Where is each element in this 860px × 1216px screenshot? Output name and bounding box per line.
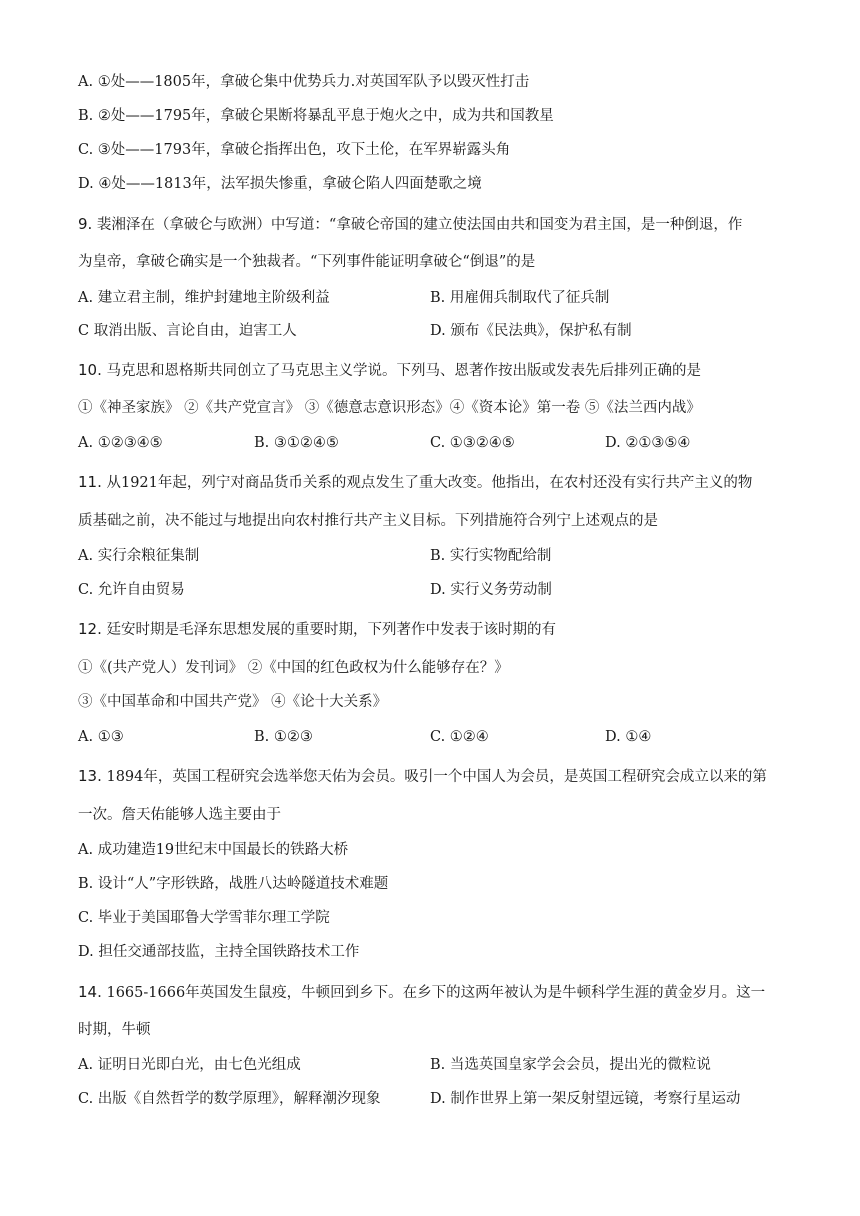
q12-items-line2: ③《中国革命和中国共产党》 ④《论十大关系》: [78, 694, 388, 710]
q11-option-b: B. 实行实物配给制: [430, 548, 552, 564]
q11-stem-line2: 质基础之前，决不能过与地提出向农村推行共产主义目标。下列措施符合列宁上述观点的是: [78, 513, 658, 529]
q12-option-a: A. ①③: [78, 729, 124, 745]
q12-items-line1: ①《(共产党人）发刊词》 ②《中国的红色政权为什么能够存在？》: [78, 660, 509, 676]
q14-option-c: C. 出版《自然哲学的数学原理》，解释潮汐现象: [78, 1091, 381, 1107]
q10-items: ①《神圣家族》 ②《共产党宣言》 ③《德意志意识形态》④《资本论》第一卷 ⑤《法兰西内战》: [78, 400, 701, 416]
q10-stem: [78, 360, 701, 381]
q13-number: 13.: [78, 767, 102, 785]
q14-number: 14.: [78, 983, 102, 1001]
q13-stem-line2: 一次。詹天佑能够人选主要由于: [78, 807, 281, 823]
q10-option-a: A. ①②③④⑤: [78, 435, 163, 451]
q8-option-c: C. ③处——1793年，拿破仑指挥出色，攻下土伦，在军界崭露头角: [78, 142, 511, 158]
q14-stem-text: 1665-1666年英国发生鼠疫，牛顿回到乡下。在乡下的这两年被认为是牛顿科学生涯的黄金岁月。这一: [106, 985, 766, 1001]
q9-option-c: C 取消出版、言论自由，迫害工人: [78, 323, 297, 339]
q13-option-c: C. 毕业于美国耶鲁大学雪菲尔理工学院: [78, 910, 330, 926]
q13-option-a: A. 成功建造19世纪末中国最长的铁路大桥: [78, 842, 349, 858]
q13-stem-line1: [78, 766, 767, 787]
q14-stem-line2: 时期，牛顿: [78, 1022, 151, 1038]
q9-option-b: B. 用雇佣兵制取代了征兵制: [430, 290, 610, 306]
q14-option-b: B. 当选英国皇家学会会员，提出光的微粒说: [430, 1057, 711, 1073]
q10-option-d: D. ②①③⑤④: [605, 435, 691, 451]
q13-option-b: B. 设计“人”字形铁路，战胜八达岭隧道技术难题: [78, 876, 389, 892]
q9-option-a: A. 建立君主制，维护封建地主阶级利益: [78, 290, 330, 306]
q12-stem: [78, 619, 556, 640]
q14-stem-line1: [78, 982, 765, 1003]
q12-option-d: D. ①④: [605, 729, 652, 745]
q11-option-d: D. 实行义务劳动制: [430, 582, 552, 598]
q11-option-a: A. 实行余粮征集制: [78, 548, 200, 564]
q8-option-a: A. ①处——1805年，拿破仑集中优势兵力.对英国军队予以毁灭性打击: [78, 74, 530, 90]
q11-number: 11.: [78, 473, 102, 491]
q14-option-d: D. 制作世界上第一架反射望远镜，考察行星运动: [430, 1091, 741, 1107]
q8-option-d: D. ④处——1813年，法军损失惨重，拿破仑陷人四面楚歌之境: [78, 176, 482, 192]
q14-option-a: A. 证明日光即白光，由七色光组成: [78, 1057, 301, 1073]
q10-number: 10.: [78, 361, 102, 379]
q10-option-c: C. ①③②④⑤: [430, 435, 515, 451]
q10-stem-text: 马克思和恩格斯共同创立了马克思主义学说。下列马、恩著作按出版或发表先后排列正确的是: [106, 363, 701, 379]
q9-stem-text: 裴湘泽在（拿破仑与欧洲）中写道：“拿破仑帝国的建立使法国由共和国变为君主国，是一种倒退，作: [96, 217, 743, 233]
q9-option-d: D. 颁布《民法典》，保护私有制: [430, 323, 632, 339]
q13-stem-text: 1894年，英国工程研究会选举您天佑为会员。吸引一个中国人为会员，是英国工程研究会成立以来的第: [106, 769, 767, 785]
q11-stem-line1: [78, 472, 752, 493]
q9-stem-line2: 为皇帝，拿破仑确实是一个独裁者。“下列事件能证明拿破仑“倒退”的是: [78, 254, 536, 270]
q10-option-b: B. ③①②④⑤: [254, 435, 339, 451]
q9-number: 9.: [78, 215, 93, 233]
q8-option-b: B. ②处——1795年，拿破仑果断将暴乱平息于炮火之中，成为共和国教星: [78, 108, 554, 124]
q12-stem-text: 廷安时期是毛泽东思想发展的重要时期，下列著作中发表于该时期的有: [106, 622, 556, 638]
q11-option-c: C. 允许自由贸易: [78, 582, 185, 598]
q12-number: 12.: [78, 620, 102, 638]
q11-stem-text: 从1921年起，列宁对商品货币关系的观点发生了重大改变。他指出，在农村还没有实行共产主义的物: [106, 475, 753, 491]
q12-option-b: B. ①②③: [254, 729, 313, 745]
q9-stem-line1: [78, 214, 742, 235]
q12-option-c: C. ①②④: [430, 729, 489, 745]
q13-option-d: D. 担任交通部技监，主持全国铁路技术工作: [78, 944, 360, 960]
